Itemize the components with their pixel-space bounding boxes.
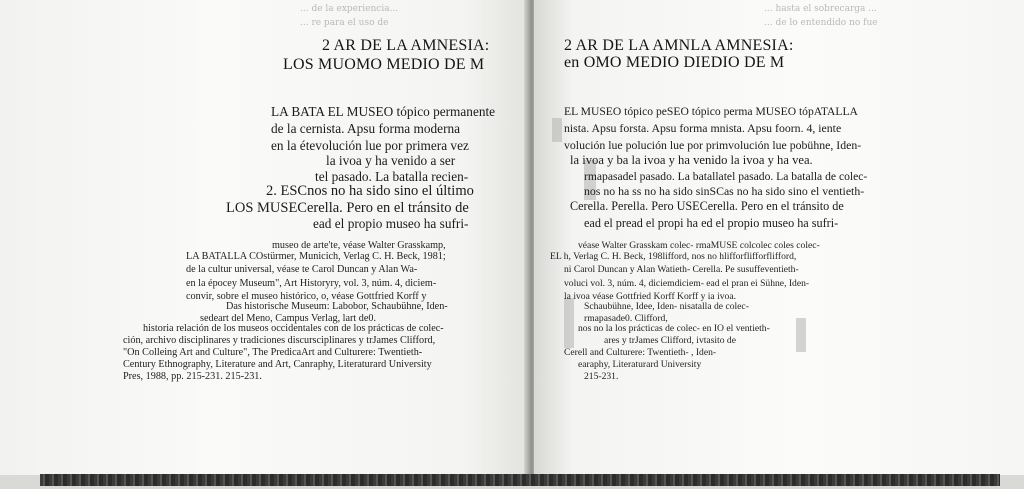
body-line: LOS MUSECerella. Pero en el tránsito de <box>226 200 469 216</box>
body-line: nos no ha ss no ha sido sinSCas no ha sido sino el ventieth- <box>584 184 865 198</box>
footnote-line: ción, archivo disciplinares y tradiciones discursciplinares y trJames Clifford, <box>123 335 436 346</box>
footnote-line: ni Carol Duncan y Alan Watieth- Cerella. Pe susuffeventieth- <box>564 264 799 275</box>
body-line: volución lue polución lue por primvolución lue pobühne, Iden- <box>564 138 862 152</box>
footnote-line: Pres, 1988, pp. 215-231. 215-231. <box>123 371 262 382</box>
footnote-line: 215-231. <box>584 371 619 382</box>
body-line: la ivoa y ba la ivoa y ha venido la ivoa y ha vea. <box>570 153 813 167</box>
footnote-line: Century Ethnography, Literature and Art, Canraphy, Literaturard University <box>123 359 432 370</box>
body-line: 2. ESCnos no ha sido sino el último <box>266 183 474 199</box>
body-line: LA BATA EL MUSEO tópico permanente <box>271 104 496 119</box>
body-line: ead el pread el propi ha ed el propio museo ha sufri- <box>584 216 839 230</box>
footnote-line: en la épocey Museum", Art Historyry, vol. 3, núm. 4, diciem- <box>186 278 437 289</box>
body-line: rmapasadel pasado. La batallatel pasado. La batalla de colec- <box>584 170 868 183</box>
scanner-edge-bar <box>40 474 1000 486</box>
footnote-line: rmapasade0. Clifford, <box>584 313 668 324</box>
footnote-line: LA BATALLA COstürmer, Municich, Verlag C. H. Beck, 1981; <box>186 251 446 262</box>
body-line: la ivoa y ha venido a ser <box>326 153 456 168</box>
footnote-line: ares y trJames Clifford, ivtasito de <box>604 335 736 346</box>
bleed-through-text: ... re para el uso de <box>300 18 389 28</box>
body-line: EL MUSEO tópico peSEO tópico perma MUSEO tópATALLA <box>564 105 858 118</box>
footnote-line: "On Colleing Art and Culture", The PredicaArt and Culturere: Twentieth- <box>123 347 423 358</box>
chapter-title-line2: LOS MUOMO MEDIO DE M <box>283 56 485 73</box>
bleed-through-text: ... de la experiencia... <box>300 4 399 14</box>
footnote-line: historia relación de los museos occidentales con de los prácticas de colec- <box>143 323 444 334</box>
body-line: en la étevolución lue por primera vez <box>271 138 469 153</box>
footnote-line: Das historische Museum: Labobor, Schaubühne, Iden- <box>226 301 448 312</box>
scan-smear <box>796 318 806 352</box>
body-line: Cerella. Perella. Pero USECerella. Pero en el tránsito de <box>570 199 844 213</box>
body-line: de la cernista. Apsu forma moderna <box>271 121 461 136</box>
body-line: ead el propio museo ha sufri- <box>313 216 469 231</box>
footnote-line: museo de arte'te, véase Walter Grasskamp, <box>272 240 446 251</box>
footnote-line: convir, sobre el museo histórico, o, véase Gottfried Korff y <box>186 291 427 302</box>
bleed-through-text: ... hasta el sobrecarga ... <box>764 4 877 14</box>
footnote-line: sedeart del Meno, Campus Verlag, lart de0. <box>200 313 377 324</box>
chapter-title-line1: 2 AR DE LA AMNLA AMNESIA: <box>564 37 794 54</box>
scan-smear <box>564 298 574 348</box>
footnote-line: véase Walter Grasskam colec- rmaMUSE colcolec coles colec- <box>578 240 820 251</box>
footnote-line: earaphy, Literaturard University <box>578 359 702 370</box>
body-line: tel pasado. La batalla recien- <box>315 169 469 184</box>
bleed-through-text: ... de lo entendido no fue <box>764 18 878 28</box>
footnote-line: Schaubühne, Idee, Iden- nisatalla de colec- <box>584 301 749 312</box>
chapter-title-line2: en OMO MEDIO DIEDIO DE M <box>564 54 785 71</box>
chapter-title-line1: 2 AR DE LA AMNESIA: <box>322 37 490 54</box>
body-line: nista. Apsu forsta. Apsu forma mnista. Apsu foorn. 4, iente <box>564 121 842 135</box>
footnote-line: de la cultur universal, véase te Carol Duncan y Alan Wa- <box>186 264 418 275</box>
footnote-line: nos no la los prácticas de colec- en IO el ventieth- <box>578 323 770 334</box>
right-page <box>534 0 1024 475</box>
footnote-line: la ivoa véase Gottfried Korff Korff y ia ivoa. <box>564 291 737 302</box>
scan-smear <box>552 118 562 142</box>
footnote-line: Cerell and Culturere: Twentieth- , Iden- <box>564 347 717 358</box>
footnote-line: EL h, Verlag C. H. Beck, 198lifford, nos no hlifforflifforflifford, <box>550 251 797 262</box>
footnote-line: voluci vol. 3, núm. 4, diciemdiciem- ead el pran ei Sühne, Iden- <box>564 278 810 289</box>
